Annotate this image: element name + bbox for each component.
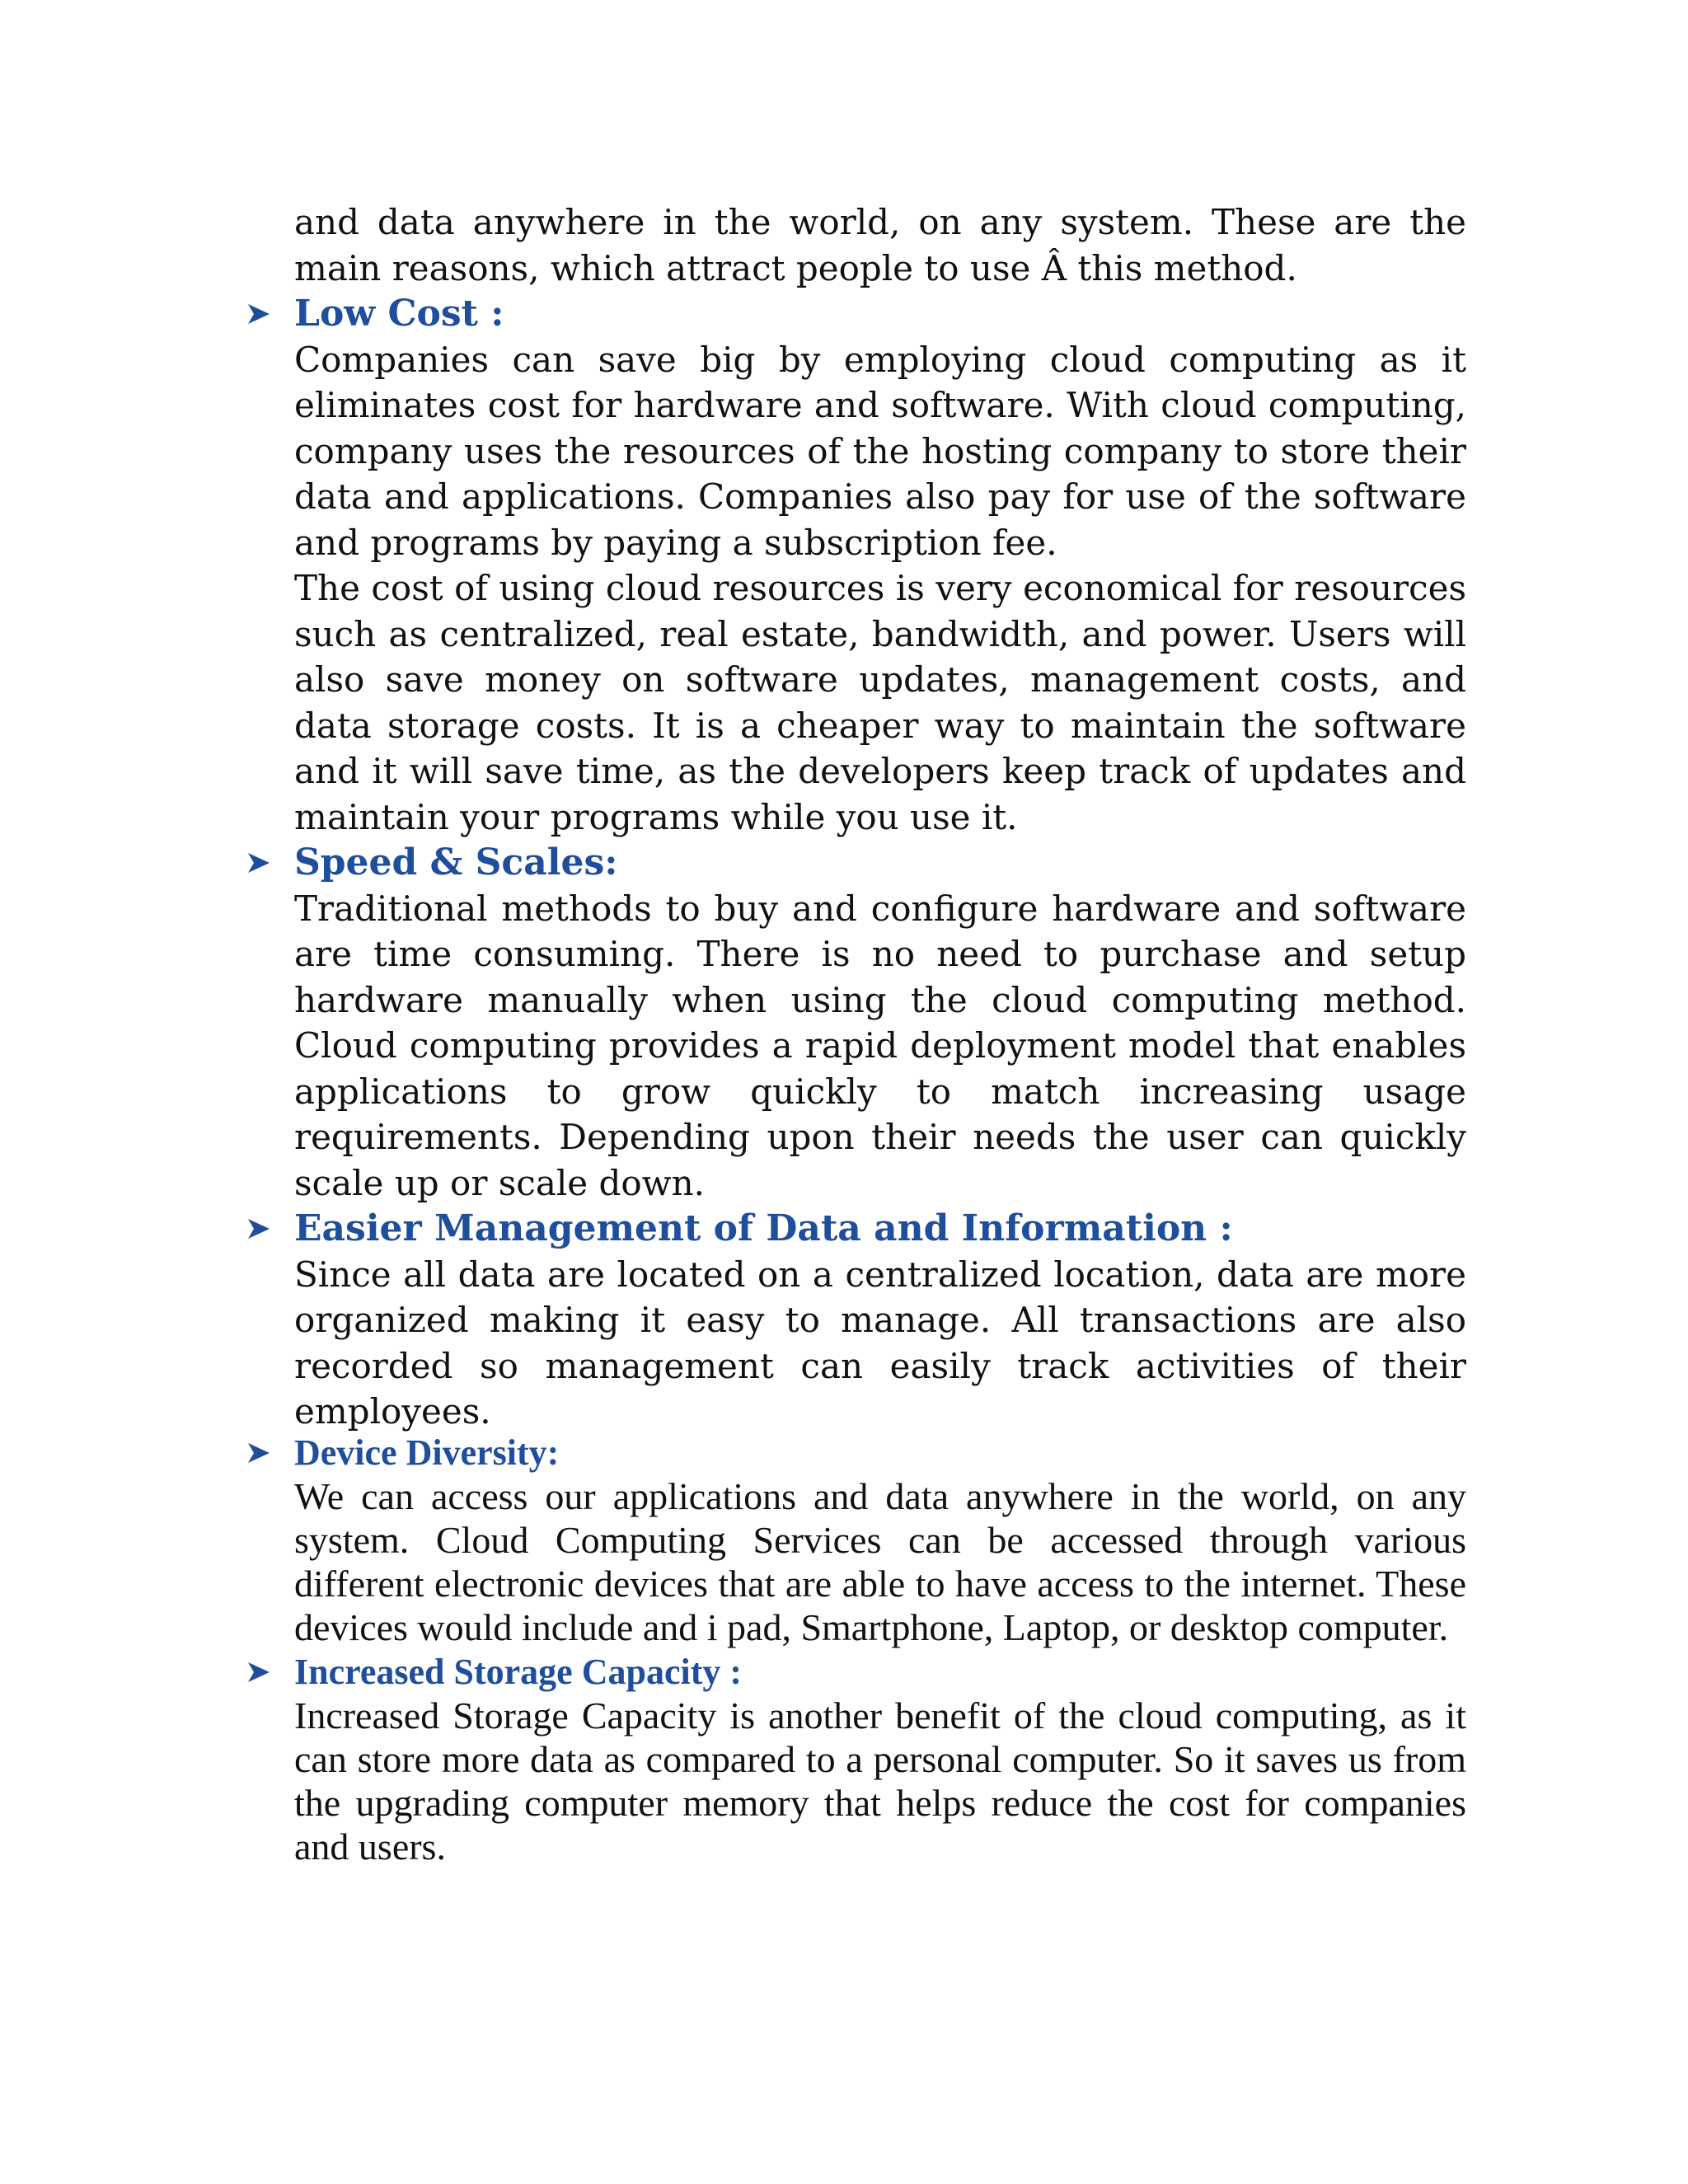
section-paragraph: Traditional methods to buy and configure hardware and software are time consuming. There is no need to purchase and setup hardware manually when using the cloud computing method. Cloud computing provides a rapid deployment model that enables applications to grow quickly to match increasing usage requirements. Depending upon their needs the user can quickly scale up or scale down. (294, 888, 1466, 1203)
section-heading-label: Device Diversity: (294, 1432, 560, 1473)
section-heading (294, 1206, 1466, 1252)
section-paragraph: We can access our applications and data anywhere in the world, on any system. Cloud Computing Services can be accessed through various different electronic devices that are able to have access to the internet. These devices would include and i pad, Smartphone, Laptop, or desktop computer. (294, 1475, 1466, 1648)
section-paragraph: Since all data are located on a centralized location, data are more organized making it easy to manage. All transactions are also recorded so management can easily track activities of their employees. (294, 1254, 1466, 1432)
section-heading-label: Increased Storage Capacity : (294, 1652, 742, 1692)
section-heading (294, 1431, 1466, 1474)
intro-block (294, 199, 1466, 291)
section-paragraph: Companies can save big by employing cloud computing as it eliminates cost for hardware and software. With cloud computing, company uses the resources of the hosting company to store their data and applications. Companies also pay for use of the software and programs by paying a subscription fee. (294, 339, 1466, 563)
arrowhead-bullet-icon (246, 851, 271, 874)
section-device-diversity (294, 1431, 1466, 1649)
arrowhead-bullet-icon (246, 1217, 271, 1240)
arrowhead-bullet-icon (246, 1661, 271, 1684)
section-increased-storage (294, 1650, 1466, 1868)
section-heading (294, 1650, 1466, 1694)
section-heading-label: Speed & Scales: (294, 841, 618, 883)
section-speed-scales (294, 840, 1466, 1206)
intro-paragraph: and data anywhere in the world, on any system. These are the main reasons, which attract people to use Â this method. (294, 202, 1466, 288)
section-heading-label: Easier Management of Data and Information : (294, 1207, 1233, 1249)
section-easier-management (294, 1206, 1466, 1435)
section-heading (294, 291, 1466, 337)
section-paragraph: Increased Storage Capacity is another benefit of the cloud computing, as it can store more data as compared to a personal computer. So it saves us from the upgrading computer memory that helps reduce the cost for companies and users. (294, 1694, 1466, 1868)
arrowhead-bullet-icon (246, 302, 271, 326)
arrowhead-bullet-icon (246, 1441, 271, 1465)
section-paragraph: The cost of using cloud resources is very economical for resources such as centralized, real estate, bandwidth, and power. Users will also save money on software updates, management costs, and data storage costs. It is a cheaper way to maintain the software and it will save time, as the developers keep track of updates and maintain your programs while you use it. (294, 568, 1466, 837)
section-low-cost (294, 291, 1466, 840)
section-heading-label: Low Cost : (294, 293, 504, 335)
section-heading (294, 840, 1466, 886)
